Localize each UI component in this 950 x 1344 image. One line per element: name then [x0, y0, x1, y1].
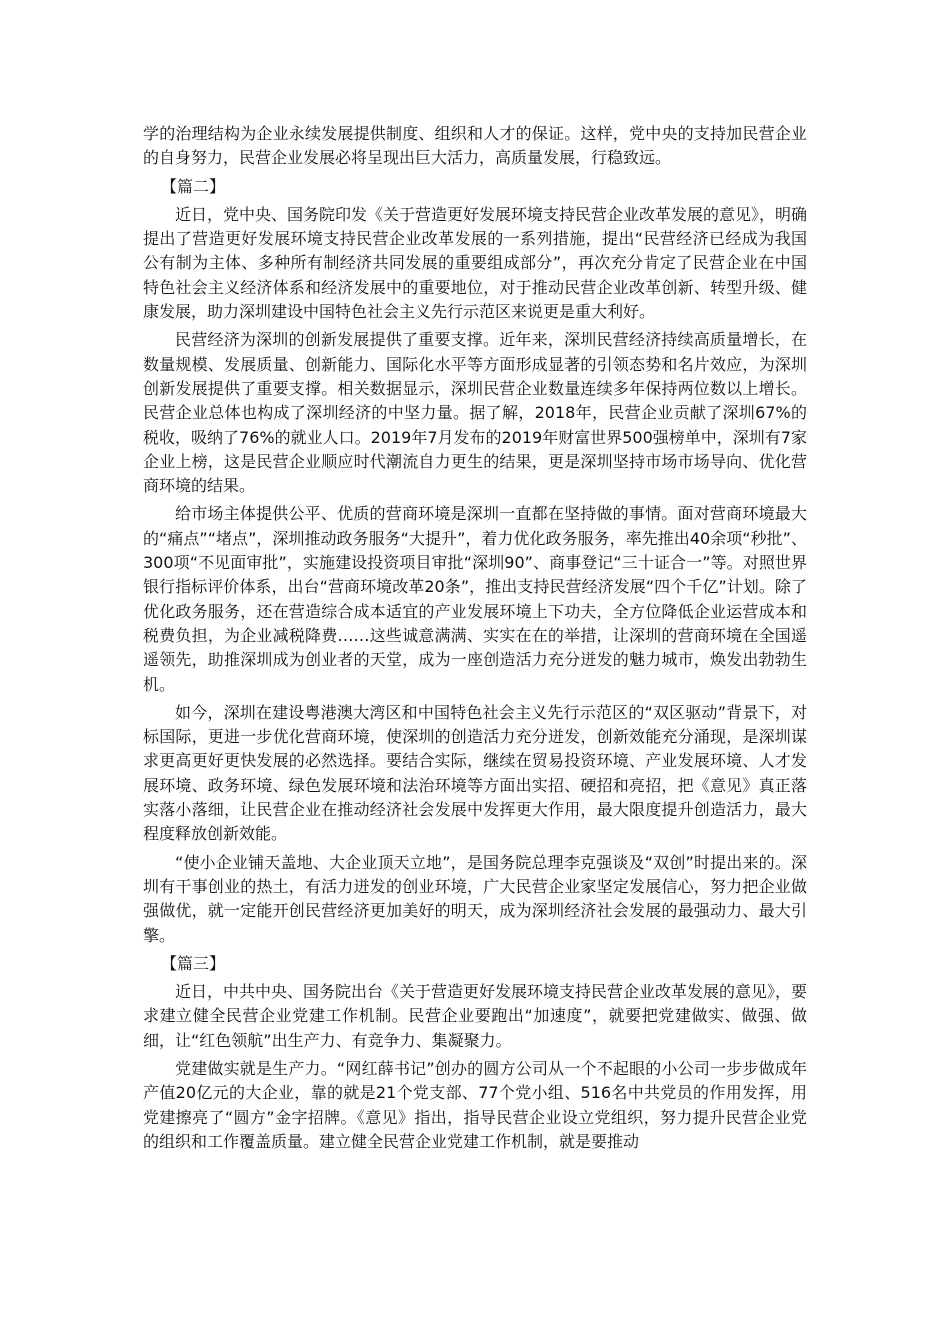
- paragraph: 民营经济为深圳的创新发展提供了重要支撑。近年来，深圳民营经济持续高质量增长，在数量规模、发展质量、创新能力、国际化水平等方面形成显著的引领态势和名片效应，为深圳创新发展提供了重要支撑。相关数据显示，深圳民营企业数量连续多年保持两位数以上增长。民营企业总体也构成了深圳经济的中坚力量。据了解，2018年，民营企业贡献了深圳67%的税收，吸纳了76%的就业人口。2019年7月发布的2019年财富世界500强榜单中，深圳有7家企业上榜，这是民营企业顺应时代潮流自力更生的结果，更是深圳坚持市场市场导向、优化营商环境的结果。: [143, 330, 807, 496]
- section-heading-2: 【篇二】: [161, 176, 226, 196]
- paragraph-continuation: 学的治理结构为企业永续发展提供制度、组织和人才的保证。这样，党中央的支持加民营企业的自身努力，民营企业发展必将呈现出巨大活力，高质量发展，行稳致远。: [143, 124, 807, 168]
- paragraph: “使小企业铺天盖地、大企业顶天立地”，是国务院总理李克强谈及“双创”时提出来的。深圳有干事创业的热土，有活力迸发的创业环境，广大民营企业家坚定发展信心，努力把企业做强做优，就一定能开创民营经济更加美好的明天，成为深圳经济社会发展的最强动力、最大引擎。: [143, 852, 807, 945]
- section-heading-3: 【篇三】: [161, 953, 226, 973]
- paragraph: 党建做实就是生产力。“网红薛书记”创办的圆方公司从一个不起眼的小公司一步步做成年产值20亿元的大企业，靠的就是21个党支部、77个党小组、516名中共党员的作用发挥，用党建擦亮了“圆方”金字招牌。《意见》指出，指导民营企业设立党组织，努力提升民营企业党的组织和工作覆盖质量。建立健全民营企业党建工作机制，就是要推动: [143, 1058, 807, 1151]
- paragraph: 如今，深圳在建设粤港澳大湾区和中国特色社会主义先行示范区的“双区驱动”背景下，对标国际，更进一步优化营商环境，使深圳的创造活力充分迸发，创新效能充分涌现，是深圳谋求更高更好更快发展的必然选择。要结合实际，继续在贸易投资环境、产业发展环境、人才发展环境、政务环境、绿色发展环境和法治环境等方面出实招、硬招和亮招，把《意见》真正落实落小落细，让民营企业在推动经济社会发展中发挥更大作用，最大限度提升创造活力，最大程度释放创新效能。: [143, 702, 807, 844]
- paragraph: 给市场主体提供公平、优质的营商环境是深圳一直都在坚持做的事情。面对营商环境最大的“痛点”“堵点”，深圳推动政务服务“大提升”，着力优化政务服务，率先推出40余项“秒批”、300项“不见面审批”，实施建设投资项目审批“深圳90”、商事登记“三十证合一”等。对照世界银行指标评价体系，出台“营商环境改革20条”，推出支持民营经济发展“四个千亿”计划。除了优化政务服务，还在营造综合成本适宜的产业发展环境上下功夫，全方位降低企业运营成本和税费负担，为企业减税降费……这些诚意满满、实实在在的举措，让深圳的营商环境在全国遥遥领先，助推深圳成为创业者的天堂，成为一座创造活力充分迸发的魅力城市，焕发出勃勃生机。: [143, 504, 807, 694]
- document-page: [143, 122, 807, 1158]
- paragraph: 近日，中共中央、国务院出台《关于营造更好发展环境支持民营企业改革发展的意见》，要求建立健全民营企业党建工作机制。民营企业要跑出“加速度”，就要把党建做实、做强、做细，让“红色领航”出生产力、有竞争力、集凝聚力。: [143, 982, 808, 1050]
- paragraph: 近日，党中央、国务院印发《关于营造更好发展环境支持民营企业改革发展的意见》，明确提出了营造更好发展环境支持民营企业改革发展的一系列措施，提出“民营经济已经成为我国公有制为主体、多种所有制经济共同发展的重要组成部分”，再次充分肯定了民营企业在中国特色社会主义经济体系和经济发展中的重要地位，对于推动民营企业改革创新、转型升级、健康发展，助力深圳建设中国特色社会主义先行示范区来说更是重大利好。: [143, 204, 808, 322]
